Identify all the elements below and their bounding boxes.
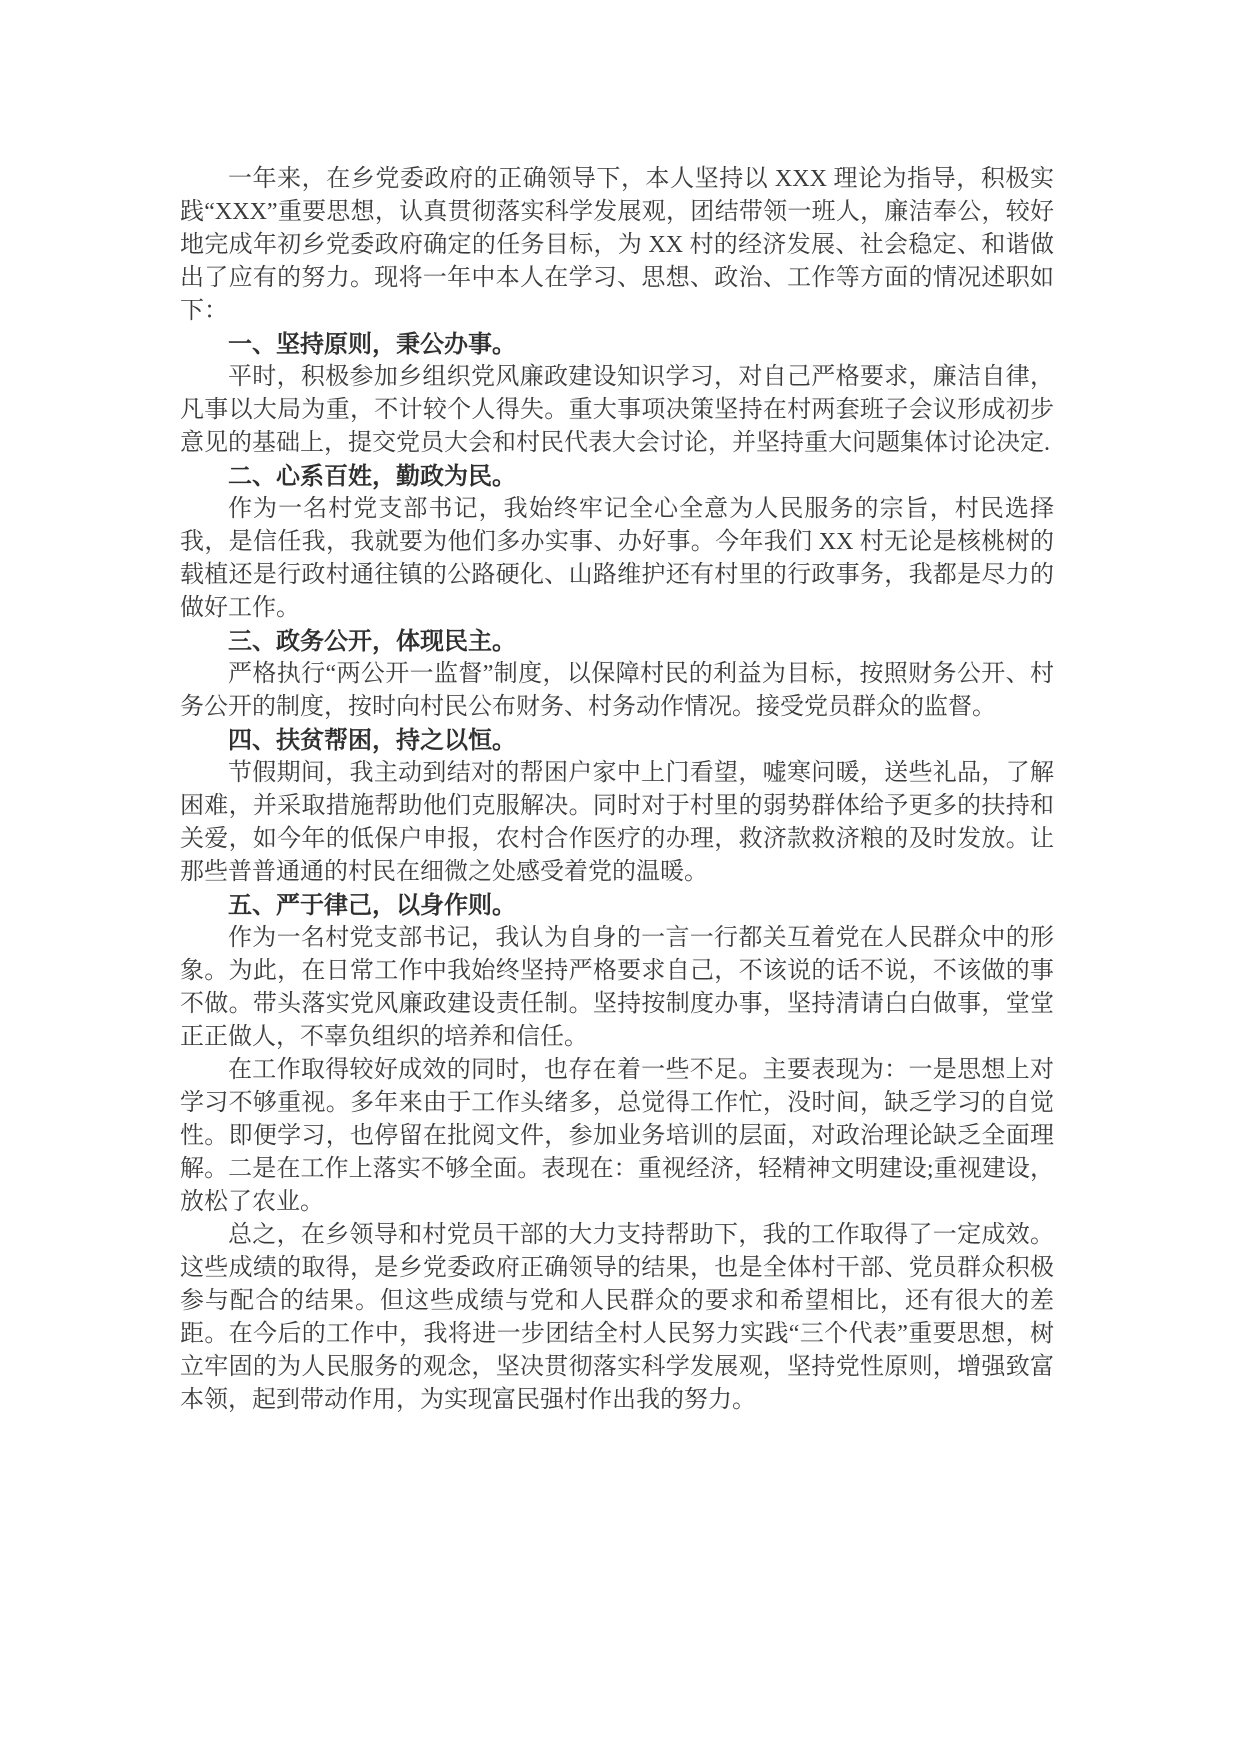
section-heading: 一、坚持原则，秉公办事。	[228, 331, 516, 358]
body-paragraph: 在工作取得较好成效的同时，也存在着一些不足。主要表现为：一是思想上对学习不够重视。多年来由于工作头绪多，总觉得工作忙，没时间，缺乏学习的自觉性。即便学习，也停留在批阅文件，参加业务培训的层面，对政治理论缺乏全面理解。二是在工作上落实不够全面。表现在：重视经济，轻精神文明建设;重视建设，放松了农业。	[180, 1057, 1054, 1215]
section-heading: 三、政务公开，体现民主。	[228, 628, 516, 655]
document-body	[180, 163, 1054, 1417]
section-heading: 五、严于律己，以身作则。	[228, 892, 516, 919]
section-heading: 二、心系百姓，勤政为民。	[228, 463, 516, 490]
section-heading: 四、扶贫帮困，持之以恒。	[228, 727, 516, 754]
body-paragraph: 节假期间，我主动到结对的帮困户家中上门看望，嘘寒问暖，送些礼品，了解困难，并采取措施帮助他们克服解决。同时对于村里的弱势群体给予更多的扶持和关爱，如今年的低保户申报，农村合作医疗的办理，救济款救济粮的及时发放。让那些普普通通的村民在细微之处感受着党的温暖。	[180, 760, 1054, 885]
body-paragraph: 严格执行“两公开一监督”制度，以保障村民的利益为目标，按照财务公开、村务公开的制度，按时向村民公布财务、村务动作情况。接受党员群众的监督。	[180, 661, 1054, 720]
body-paragraph: 平时，积极参加乡组织党风廉政建设知识学习，对自己严格要求，廉洁自律，凡事以大局为重，不计较个人得失。重大事项决策坚持在村两套班子会议形成初步意见的基础上，提交党员大会和村民代表大会讨论，并坚持重大问题集体讨论决定.	[180, 364, 1054, 456]
body-paragraph: 作为一名村党支部书记，我始终牢记全心全意为人民服务的宗旨，村民选择我，是信任我，我就要为他们多办实事、办好事。今年我们 XX 村无论是核桃树的载植还是行政村通往镇的公路硬化、山路维护还有村里的行政事务，我都是尽力的做好工作。	[180, 496, 1054, 621]
body-paragraph: 一年来，在乡党委政府的正确领导下，本人坚持以 XXX 理论为指导，积极实践“XXX”重要思想，认真贯彻落实科学发展观，团结带领一班人，廉洁奉公，较好地完成年初乡党委政府确定的任务目标，为 XX 村的经济发展、社会稳定、和谐做出了应有的努力。现将一年中本人在学习、思想、政治、工作等方面的情况述职如下：	[180, 166, 1054, 324]
body-paragraph: 总之，在乡领导和村党员干部的大力支持帮助下，我的工作取得了一定成效。这些成绩的取得，是乡党委政府正确领导的结果，也是全体村干部、党员群众积极参与配合的结果。但这些成绩与党和人民群众的要求和希望相比，还有很大的差距。在今后的工作中，我将进一步团结全村人民努力实践“三个代表”重要思想，树立牢固的为人民服务的观念，坚决贯彻落实科学发展观，坚持党性原则，增强致富本领，起到带动作用，为实现富民强村作出我的努力。	[180, 1222, 1054, 1413]
body-paragraph: 作为一名村党支部书记，我认为自身的一言一行都关互着党在人民群众中的形象。为此，在日常工作中我始终坚持严格要求自己，不该说的话不说，不该做的事不做。带头落实党风廉政建设责任制。坚持按制度办事，坚持清请白白做事，堂堂正正做人，不辜负组织的培养和信任。	[180, 925, 1054, 1050]
